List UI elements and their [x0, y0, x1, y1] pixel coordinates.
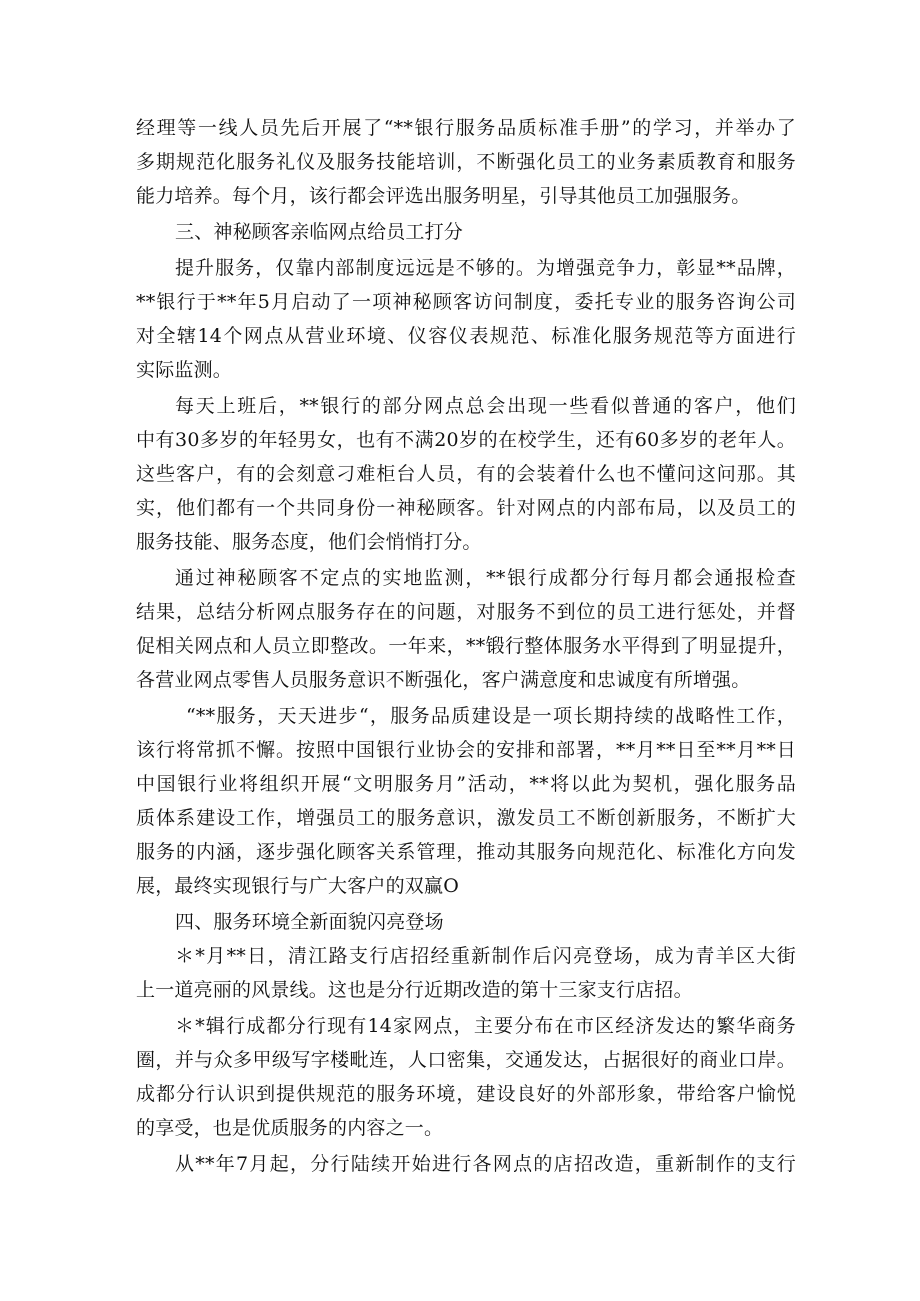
text-line: 经理等一线人员先后开展了“**银行服务品质标准手册”的学习，并举办了: [136, 117, 796, 139]
text-line: 展，最终实现银行与广大客户的双赢O: [136, 875, 459, 897]
text-line: **银行于**年5月启动了一项神秘顾客访问制度，委托专业的服务咨询公司: [136, 291, 796, 313]
text-line: 各营业网点零售人员服务意识不断强化，客户满意度和忠诚度有所增强。: [136, 669, 751, 691]
text-line: 促相关网点和人员立即整改。一年来，**锻行整体服务水平得到了明显提升，: [136, 635, 796, 657]
text-line: 质体系建设工作，增强员工的服务意识，激发员工不断创新服务，不断扩大: [136, 807, 796, 829]
text-line: ＊*月**日，清江路支行店招经重新制作后闪亮登场，成为青羊区大街: [175, 945, 796, 967]
text-line: 的享受，也是优质服务的内容之一。: [136, 1117, 444, 1139]
text-line: 从**年7月起，分行陆续开始进行各网点的店招改造，重新制作的支行: [175, 1153, 796, 1175]
text-line: 中有30多岁的年轻男女，也有不满20岁的在校学生，还有60多岁的老年人。: [136, 429, 796, 451]
text-line: 中国银行业将组织开展“文明服务月”活动，**将以此为契机，强化服务品: [136, 773, 796, 795]
text-line: 这些客户，有的会刻意刁难柜台人员，有的会装着什么也不懂问这问那。其: [136, 463, 796, 485]
text-line: “**服务，天天进步“，服务品质建设是一项长期持续的战略性工作，: [186, 705, 796, 727]
text-line: 实，他们都有一个共同身份一神秘顾客。针对网点的内部布局，以及员工的: [136, 497, 796, 519]
text-line: 提升服务，仅靠内部制度远远是不够的。为增强竞争力，彰显**品牌，: [175, 257, 796, 279]
text-line: 服务技能、服务态度，他们会悄悄打分。: [136, 531, 482, 553]
text-line: 成都分行认识到提供规范的服务环境，建设良好的外部形象，带给客户愉悦: [136, 1083, 796, 1105]
text-line: 该行将常抓不懈。按照中国银行业协会的安排和部署，**月**日至**月**日: [136, 739, 796, 761]
text-line: 上一道亮丽的风景线。这也是分行近期改造的第十三家支行店招。: [136, 979, 693, 1001]
text-line: 服务的内涵，逐步强化顾客关系管理，推动其服务向规范化、标准化方向发: [136, 841, 796, 863]
text-line: 能力培养。每个月，该行都会评选出服务明星，引导其他员工加强服务。: [136, 185, 751, 207]
text-line: 多期规范化服务礼仪及服务技能培训，不断强化员工的业务素质教育和服务: [136, 151, 796, 173]
text-line: 实际监测。: [136, 359, 233, 381]
text-line: 对全辖14个网点从营业环境、仪容仪表规范、标准化服务规范等方面进行: [136, 325, 796, 347]
text-line: 结果，总结分析网点服务存在的问题，对服务不到位的员工进行惩处，并督: [136, 601, 796, 623]
section-heading: 四、服务环境全新面貌闪亮登场: [175, 911, 444, 933]
text-line: 每天上班后，**银行的部分网点总会出现一些看似普通的客户，他们: [175, 395, 796, 417]
text-line: 通过神秘顾客不定点的实地监测，**银行成都分行每月都会通报检查: [175, 567, 796, 589]
text-line: ＊*辑行成都分行现有14家网点，主要分布在市区经济发达的繁华商务: [175, 1015, 796, 1037]
text-line: 圈，并与众多甲级写字楼毗连，人口密集，交通发达，占据很好的商业口岸。: [136, 1049, 796, 1071]
section-heading: 三、神秘顾客亲临网点给员工打分: [175, 221, 464, 243]
